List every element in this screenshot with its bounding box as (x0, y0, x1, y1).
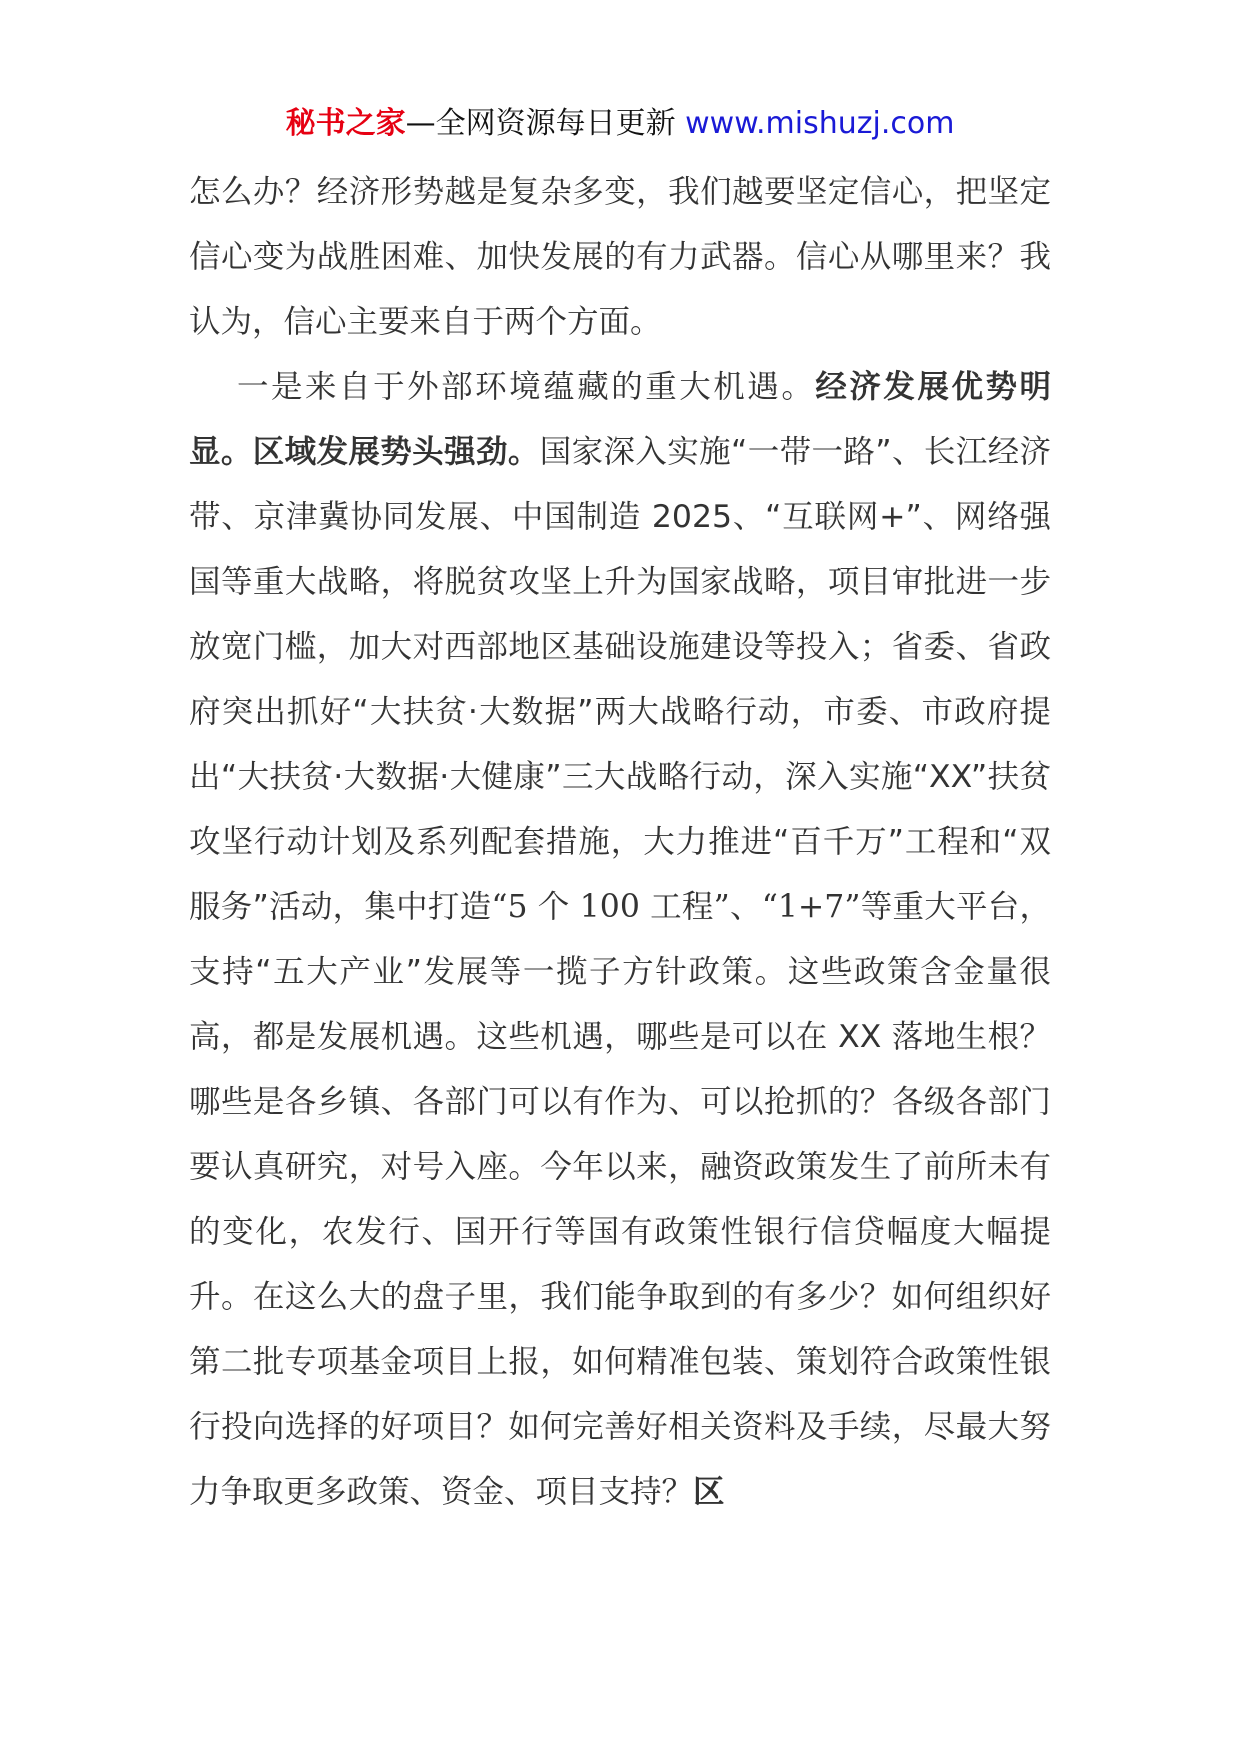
paragraph-2-serif-run: “5 个 100 工程”、“1+7” (491, 889, 861, 925)
brand-name: 秘书之家 (285, 106, 406, 141)
paragraph-2-text-b: 等重大平台，支持“五大产业”发展等一揽子方针政策。这些政策含金量很高，都是发展机遇。这些机遇，哪些是可以在 XX 落地生根？哪些是各乡镇、各部门可以有作为、可以抢抓的？各级各部门要认真研究，对号入座。今年以来，融资政策发生了前所未有的变化，农发行、国开行等国有政策性银行信贷幅度大幅提升。在这么大的盘子里，我们能争取到的有多少？如何组织好第二批专项基金项目上报，如何精准包装、策划符合政策性银行投向选择的好项目？如何完善好相关资料及手续，尽最大努力争取更多政策、资金、项目支持？ (189, 889, 1051, 1510)
paragraph-2-text-a: 国家深入实施“一带一路”、长江经济带、京津冀协同发展、中国制造 2025、“互联网+”、网络强国等重大战略，将脱贫攻坚上升为国家战略，项目审批进一步放宽门槛，加大对西部地区基础设施建设等投入；省委、省政府突出抓好“大扶贫·大数据”两大战略行动，市委、市政府提出“大扶贫·大数据·大健康”三大战略行动，深入实施“XX”扶贫攻坚行动计划及系列配套措施，大力推进“百千万”工程和“双服务”活动，集中打造 (189, 434, 1051, 925)
page-header (0, 100, 1240, 148)
paragraph-2-tail: 区 (693, 1474, 725, 1510)
paragraph-2-intro: 一是来自于外部环境蕴藏的重大机遇。 (237, 369, 816, 405)
site-url-link[interactable]: www.mishuzj.com (685, 106, 955, 141)
paragraph-2 (189, 355, 1051, 1525)
document-body (189, 160, 1051, 1525)
header-slogan: —全网资源每日更新 (405, 106, 686, 141)
paragraph-1: 怎么办？经济形势越是复杂多变，我们越要坚定信心，把坚定信心变为战胜困难、加快发展的有力武器。信心从哪里来？我认为，信心主要来自于两个方面。 (189, 174, 1051, 340)
paragraph-2-bold-heading: 经济发展优势明显。区域发展势头强劲。 (189, 369, 1051, 470)
